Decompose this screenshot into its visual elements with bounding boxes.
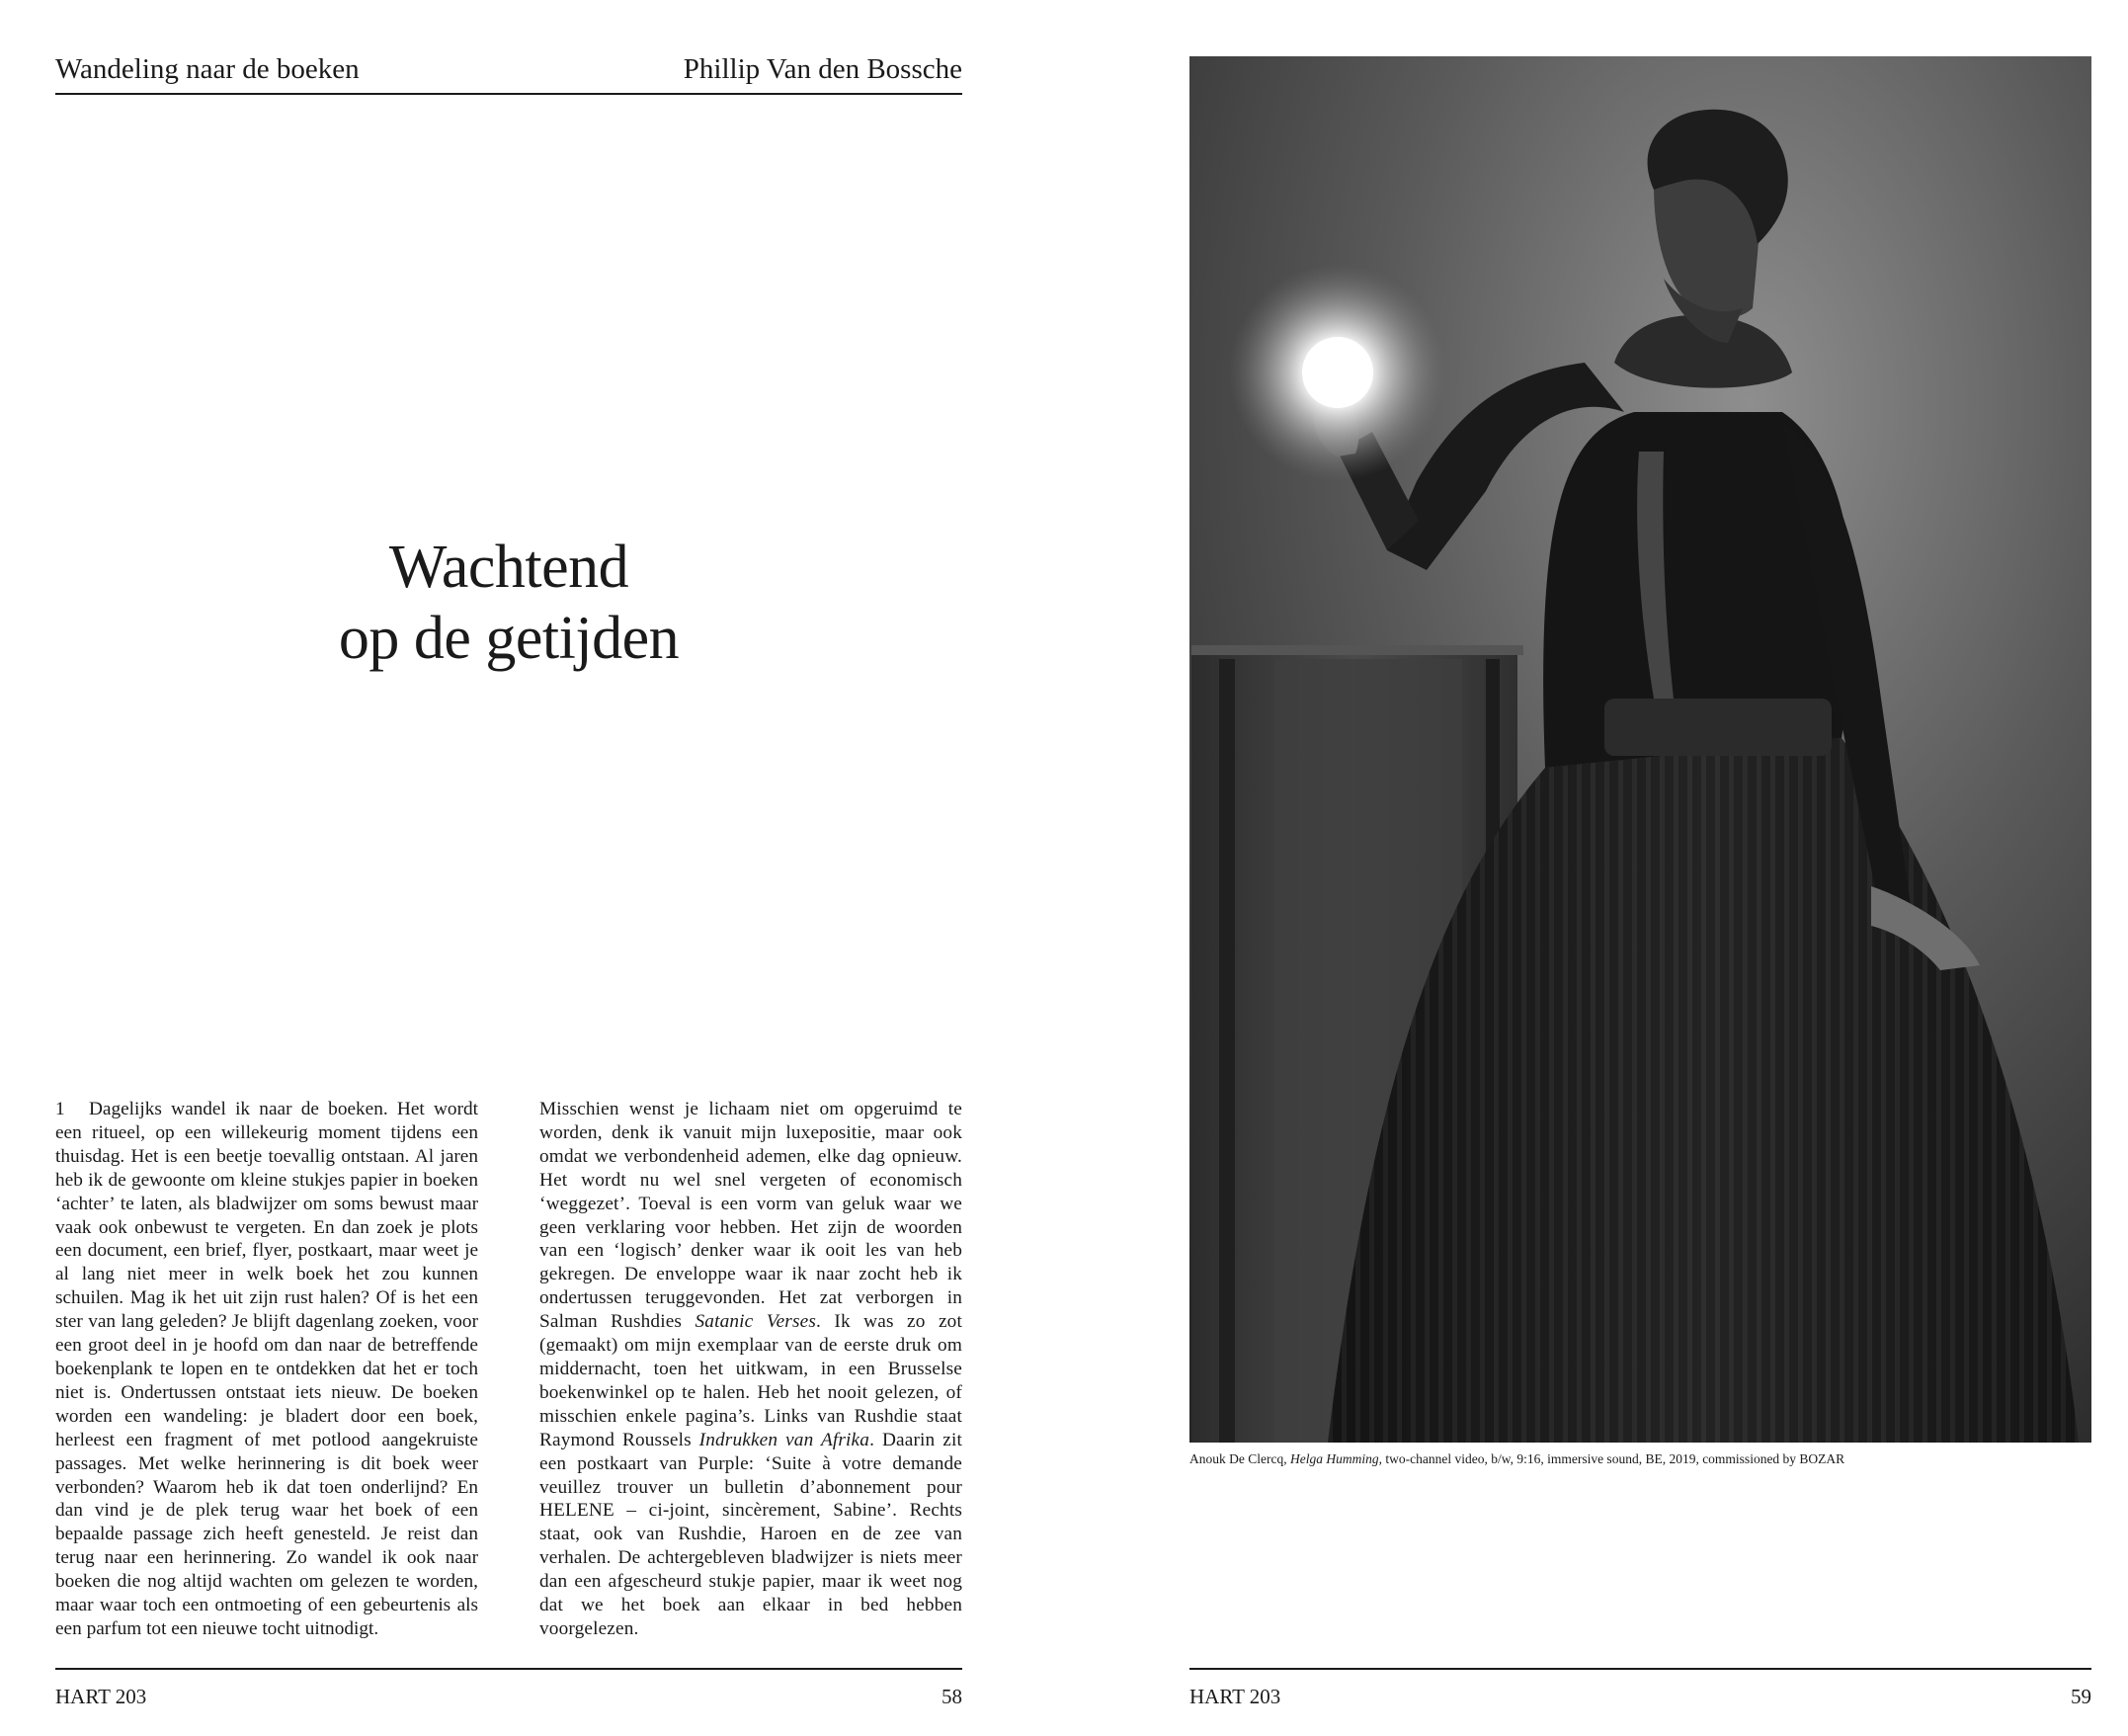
page-number: 58 <box>941 1685 962 1708</box>
article-title-line-2: op de getijden <box>338 605 680 672</box>
folio-left <box>55 1668 962 1709</box>
book-title-satanic-verses: Satanic Verses <box>695 1311 816 1333</box>
column-right-text-3: . Daarin zit een postkaart van Purple: ‘Suite à votre demande veuillez trouver un bulletin d’abonnement pour HELENE – ci-joint, sincèrement, Sabine’. Rechts staat, ook van Rushdie, Haroen en de zee van verhalen. De achtergebleven bladwijzer is niets meer dan een afgescheurd stukje papier, maar ik weet nog dat we het boek aan elkaar in bed hebben voorgelezen. <box>539 1429 962 1639</box>
caption-work-title: Helga Humming <box>1289 1451 1379 1466</box>
glowing-orb <box>1229 264 1446 481</box>
caption-artist: Anouk De Clercq, <box>1189 1451 1290 1466</box>
artwork-photo <box>1189 56 2091 1443</box>
folio-right <box>1189 1668 2091 1709</box>
section-title: Wandeling naar de boeken <box>55 53 360 85</box>
paragraph-number: 1 <box>55 1099 65 1119</box>
caption-details: , two-channel video, b/w, 9:16, immersive sound, BE, 2019, commissioned by BOZAR <box>1378 1451 1845 1466</box>
column-right-text-2: . Ik was zo zot (gemaakt) om mijn exemplaar van de eerste druk om middernacht, toen het uitkwam, in een Brusselse boekenwinkel op te halen. Heb het nooit gelezen, of misschien enkele pagina’s. Links van Rushdie staat Raymond Roussels <box>539 1311 962 1450</box>
magazine-name: HART 203 <box>1189 1685 1281 1708</box>
column-left-text: Dagelijks wandel ik naar de boeken. Het wordt een ritueel, op een willekeurig moment tijdens een thuisdag. Het is een beetje toevallig ontstaan. Al jaren heb ik de gewoonte om kleine stukjes papier in boeken ‘achter’ te laten, als bladwijzer om soms bewust maar vaak ook onbewust te vergeten. En dan zoek je plots een document, een brief, flyer, postkaart, maar weet je al lang niet meer in welk boek het zou kunnen schuilen. Mag ik het uit zijn rust halen? Of is het een ster van lang geleden? Je blijft dagenlang zoeken, voor een groot deel in je hoofd om dan naar de betreffende boekenplank te lopen en te ontdekken dat het er toch niet is. Ondertussen ontstaat iets nieuw. De boeken worden een wandeling: je bladert door een boek, herleest een fragment of met potlood aangekruiste passages. Met welke herinnering is dit boek weer verbonden? Waarom heb ik dat toen onderlijnd? En dan vind je de plek terug waar het boek of een bepaalde passage zich heeft genesteld. Je reist dan terug naar een herinnering. Zo wandel ik ook naar boeken die nog altijd wachten om gelezen te worden, maar waar toch een ontmoeting of een gebeurtenis als een parfum tot een nieuwe tocht uitnodigt. <box>55 1099 478 1639</box>
page-number: 59 <box>2071 1685 2091 1708</box>
column-right-text-1: Misschien wenst je lichaam niet om opgeruimd te worden, denk ik vanuit mijn luxepositie, maar ook omdat we verbondenheid ademen, elke dag opnieuw. Het wordt nu wel snel vergeten of economisch ‘weggezet’. Toeval is een vorm van geluk waar we geen verklaring voor hebben. Het zijn de woorden van een ‘logisch’ denker waar ik ooit les van heb gekregen. De enveloppe waar ik naar zocht heb ik ondertussen teruggevonden. Het zat verborgen in Salman Rushdies <box>539 1099 962 1333</box>
author-name: Phillip Van den Bossche <box>683 53 962 85</box>
article-title <box>55 532 962 674</box>
right-page <box>1064 0 2128 1736</box>
book-title-indrukken-van-afrika: Indrukken van Afrika <box>698 1429 870 1450</box>
article-title-line-1: Wachtend <box>388 534 629 601</box>
body-column-left <box>55 1098 478 1641</box>
photo-caption <box>1189 1450 2091 1468</box>
body-columns <box>55 1098 962 1641</box>
running-head <box>55 51 962 95</box>
body-column-right <box>539 1098 962 1641</box>
magazine-name: HART 203 <box>55 1685 147 1708</box>
